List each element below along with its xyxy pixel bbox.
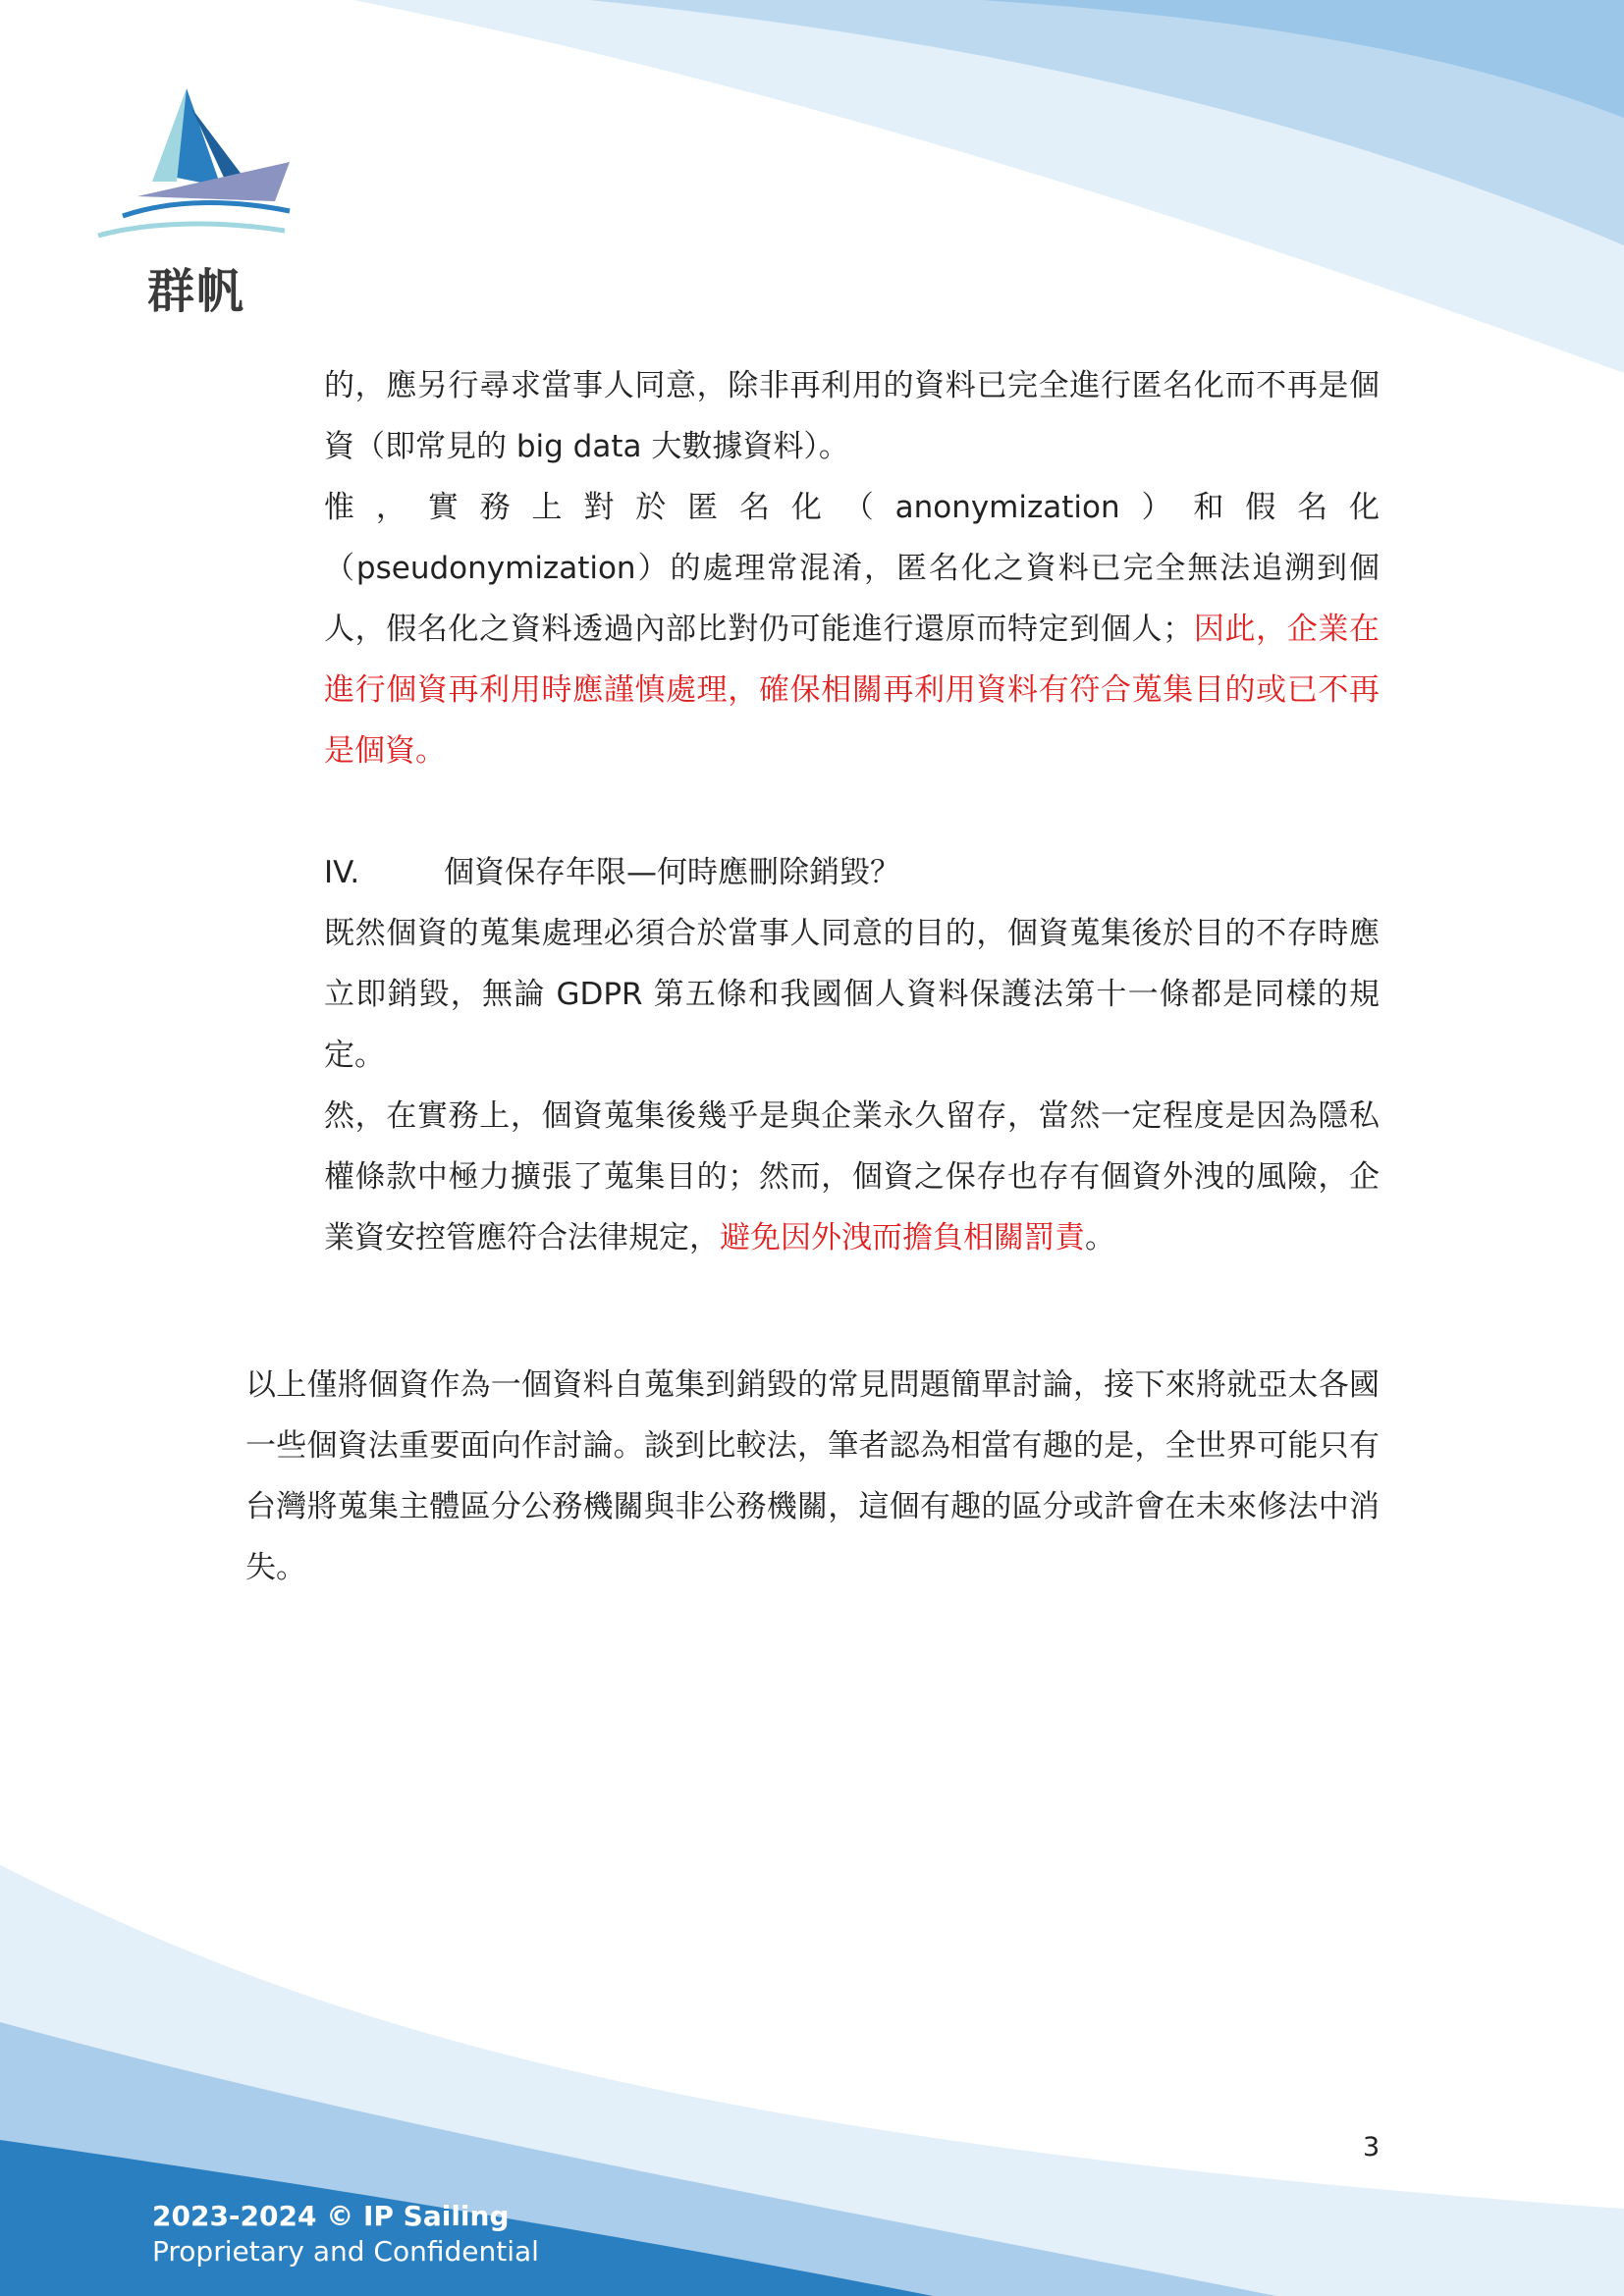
section-number: IV. [324, 855, 360, 890]
paragraph-reuse-consent: 的，應另行尋求當事人同意，除非再利用的資料已完全進行匿名化而不再是個資（即常見的 big data 大數據資料）。 [324, 368, 1380, 464]
paragraph-anonymization-plain: （pseudonymization）的處理常混淆，匿名化之資料已完全無法追溯到個人，假名化之資料透過內部比對仍可能進行還原而特定到個人； [324, 551, 1380, 647]
section-title: 個資保存年限—何時應刪除銷毀？ [444, 855, 900, 890]
main-content [324, 355, 1380, 1268]
footer-confidential: Proprietary and Confidential [152, 2235, 539, 2268]
paragraph-practice-end: 。 [1085, 1220, 1115, 1255]
summary-section [245, 1355, 1380, 1598]
logo-text: 群帆 [147, 264, 246, 319]
paragraph-anonymization [324, 538, 1380, 781]
paragraph-retention: 既然個資的蒐集處理必須合於當事人同意的目的，個資蒐集後於目的不存時應立即銷毀，無論 GDPR 第五條和我國個人資料保護法第十一條都是同樣的規定。 [324, 916, 1380, 1073]
section-heading [324, 842, 1380, 903]
footer-copyright: 2023-2024 © IP Sailing [152, 2200, 510, 2232]
paragraph-anonymization-line1: 惟，實務上對於匿名化（anonymization）和假名化 [324, 490, 1380, 525]
paragraph-practice-plain: 然，在實務上，個資蒐集後幾乎是與企業永久留存，當然一定程度是因為隱私權條款中極力擴張了蒐集目的；然而，個資之保存也存有個資外洩的風險，企業資安控管應符合法律規定， [324, 1098, 1380, 1255]
page-number: 3 [1363, 2132, 1380, 2163]
highlight-penalty: 避免因外洩而擔負相關罰責 [720, 1220, 1085, 1255]
paragraph-practice [324, 1086, 1380, 1268]
sailboat-logo-icon [93, 83, 299, 240]
highlight-reuse-warning: 因此，企業在進行個資再利用時應謹慎處理，確保相關再利用資料有符合蒐集目的或已不再是個資。 [324, 612, 1380, 769]
paragraph-summary: 以上僅將個資作為一個資料自蒐集到銷毀的常見問題簡單討論，接下來將就亞太各國一些個資法重要面向作討論。談到比較法，筆者認為相當有趣的是，全世界可能只有台灣將蒐集主體區分公務機關與非公務機關，這個有趣的區分或許會在未來修法中消失。 [245, 1367, 1380, 1585]
